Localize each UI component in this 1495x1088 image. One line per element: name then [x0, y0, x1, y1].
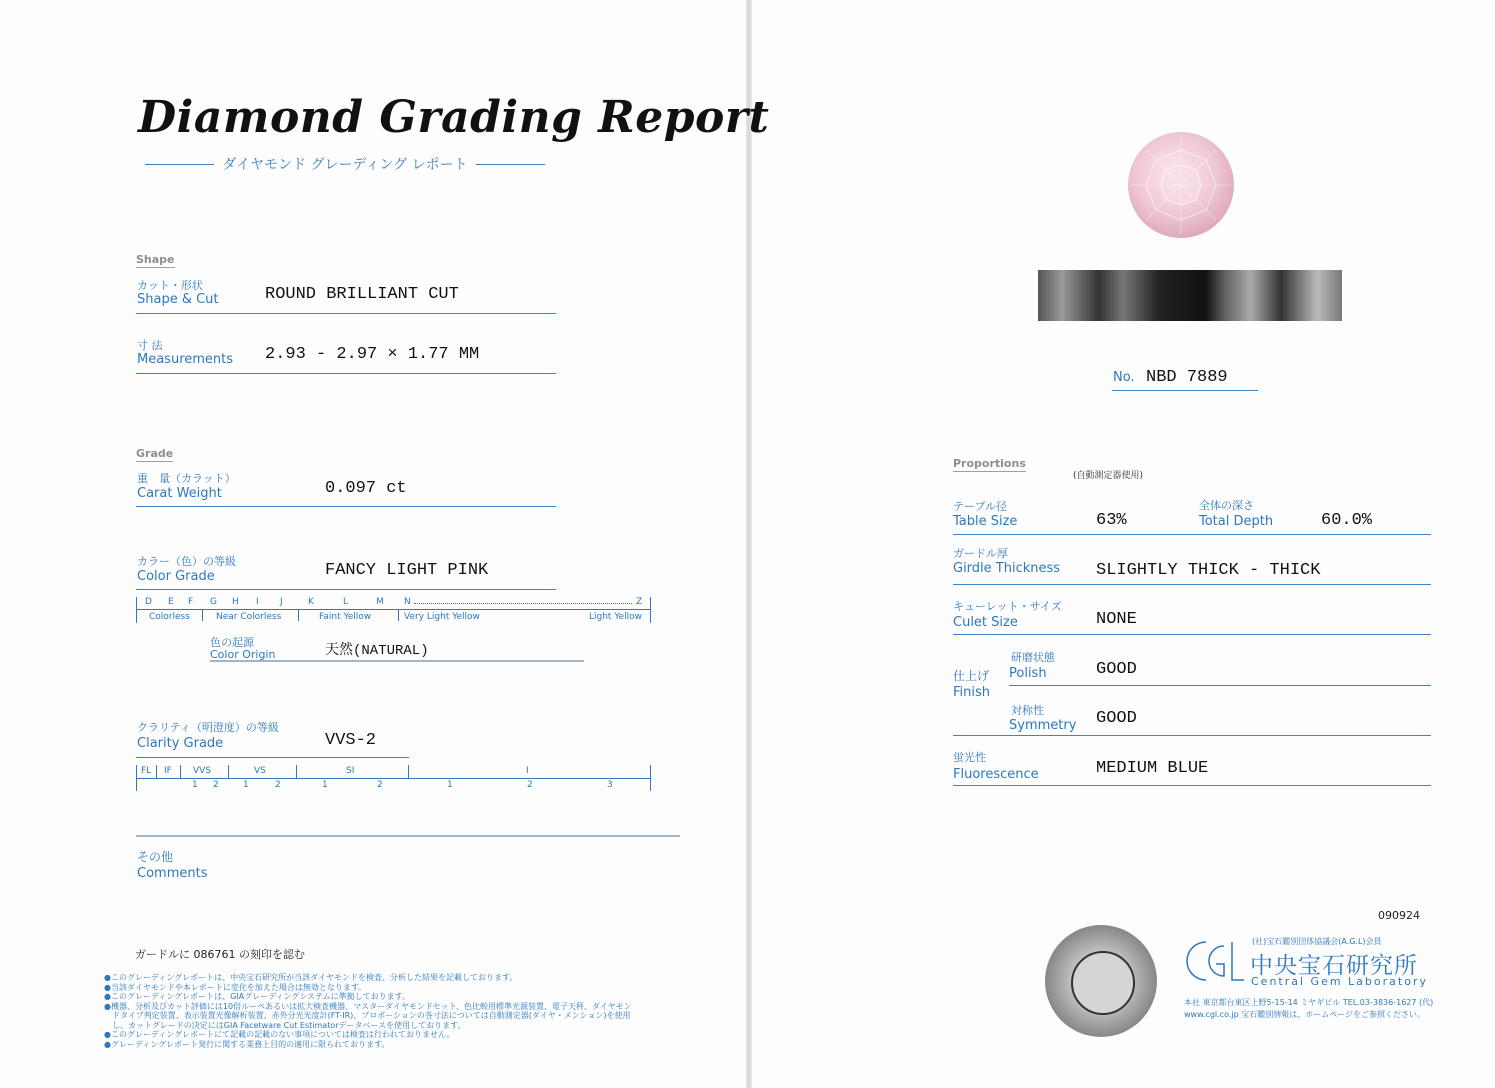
total-depth-value: 60.0% [1321, 511, 1373, 530]
symmetry-jp: 対称性 [1011, 704, 1044, 717]
disclaimer-line: ●グレーディングレポート発行に関する業務上目的の適用に限られております。 [104, 1039, 390, 1049]
finish-en: Finish [953, 685, 991, 700]
color-group-faint-yellow: Faint Yellow [319, 612, 372, 622]
girdle-inscription-photo [1038, 270, 1342, 321]
color-group-light-yellow: Light Yellow [589, 612, 643, 622]
disclaimer-line: ●このグレーディングレポートは、GIAグレーディングシステムに準拠しております。 [104, 992, 410, 1001]
clarity-value: VVS-2 [325, 731, 377, 750]
color-origin-underline [210, 660, 584, 662]
cgl-logo [1184, 936, 1246, 986]
fluorescence-jp: 蛍光性 [953, 751, 986, 764]
lab-website: www.cgl.co.jp 宝石鑑別情報は、ホームページをご参照ください。 [1184, 1010, 1426, 1019]
page-fold [746, 0, 752, 1088]
total-depth-en: Total Depth [1199, 514, 1274, 529]
disclaimer-line: ●このグレーディングレポートにて記載の記載のない事項については検査は行われておりません。 [104, 1030, 455, 1039]
polish-en: Polish [1009, 666, 1047, 681]
color-letter-h: H [232, 597, 239, 607]
shape-cut-en: Shape & Cut [137, 292, 219, 307]
disclaimer-line: ●このグレーディングレポートは、中央宝石研究所が当該ダイヤモンドを検査、分析した結果を記載しております。 [104, 973, 518, 982]
clarity-vs2: 2 [275, 780, 281, 790]
color-group-very-light-yellow: Very Light Yellow [404, 612, 480, 622]
carat-value: 0.097 ct [325, 479, 407, 498]
lab-member: (社)宝石鑑別団体協議会(A.G.L)会員 [1252, 937, 1382, 946]
grade-section-label: Grade [136, 447, 174, 460]
girdle-jp: ガードル厚 [953, 547, 1008, 560]
color-origin-en: Color Origin [210, 648, 276, 661]
cgl-logo-icon [1184, 936, 1246, 986]
table-size-value: 63% [1096, 511, 1127, 530]
clarity-si2: 2 [377, 780, 383, 790]
diamond-facets-icon [1128, 132, 1234, 238]
girdle-underline [953, 584, 1431, 585]
color-group-colorless: Colorless [149, 612, 190, 622]
fluorescence-underline [953, 785, 1431, 786]
table-size-jp: テーブル径 [953, 500, 1008, 513]
table-size-en: Table Size [953, 514, 1018, 529]
color-letter-n: N [404, 597, 411, 607]
color-letter-z: Z [636, 597, 643, 607]
shape-section-label: Shape [136, 253, 175, 266]
measurements-underline [136, 373, 556, 374]
clarity-i3: 3 [607, 780, 613, 790]
color-letter-g: G [210, 597, 217, 607]
color-grade-en: Color Grade [137, 569, 215, 584]
girdle-value: SLIGHTLY THICK - THICK [1096, 561, 1321, 580]
polish-underline [1009, 685, 1431, 686]
table-depth-underline [953, 534, 1431, 535]
report-subtitle [145, 154, 545, 174]
color-grade-jp: カラー（色）の等級 [137, 555, 236, 568]
clarity-vs1: 1 [243, 780, 249, 790]
clarity-underline [136, 757, 409, 758]
shape-cut-underline [136, 313, 556, 314]
color-grade-value: FANCY LIGHT PINK [325, 561, 489, 580]
right-page [748, 0, 1495, 1088]
shape-cut-value: ROUND BRILLIANT CUT [265, 285, 459, 304]
color-origin-jp: 色の起源 [210, 636, 254, 649]
embossed-seal [1045, 925, 1157, 1037]
clarity-vvs2: 2 [213, 780, 219, 790]
disclaimer-line: ドタイプ判定装置、表示装置光像解析装置、赤外分光光度計(FT-IR)、プロポーションの各寸法については自動測定器(ダイヤ・メンション)を使用 [104, 1011, 631, 1020]
color-letter-f: F [188, 597, 194, 607]
proportions-section-label: Proportions [953, 457, 1026, 470]
color-letter-l: L [343, 597, 349, 607]
diamond-image [1128, 132, 1234, 238]
finish-jp: 仕上げ [953, 669, 990, 683]
clarity-fl: FL [141, 766, 152, 776]
disclaimer-line: ●当該ダイヤモンドや本レポートに変化を加えた場合は無効となります。 [104, 982, 367, 992]
clarity-scale [136, 765, 652, 793]
report-subtitle-text: ダイヤモンド グレーディング レポート [222, 157, 468, 173]
polish-value: GOOD [1096, 660, 1137, 679]
clarity-jp: クラリティ（明澄度）の等級 [137, 721, 279, 734]
color-group-near-colorless: Near Colorless [216, 612, 282, 622]
carat-underline [136, 506, 556, 507]
report-title: Diamond Grading Report [138, 92, 770, 143]
lab-name-en: Central Gem Laboratory [1251, 975, 1428, 988]
comments-en: Comments [137, 866, 208, 881]
measurements-en: Measurements [137, 352, 234, 367]
clarity-i2: 2 [527, 780, 533, 790]
culet-value: NONE [1096, 610, 1137, 629]
clarity-si: SI [346, 766, 355, 776]
date-code: 090924 [1378, 909, 1420, 922]
color-letter-i: I [256, 597, 259, 607]
report-number: NBD 7889 [1146, 368, 1228, 387]
fluorescence-en: Fluorescence [953, 767, 1039, 782]
clarity-vvs: VVS [193, 766, 212, 776]
measurements-value: 2.93 - 2.97 × 1.77 MM [265, 345, 480, 364]
color-letter-j: J [280, 597, 283, 607]
clarity-vs: VS [254, 766, 266, 776]
clarity-if: IF [164, 766, 172, 776]
proportions-note: (自動測定器使用) [1073, 471, 1144, 481]
symmetry-underline [953, 735, 1431, 736]
color-letter-e: E [168, 597, 174, 607]
girdle-inscription-note: ガードルに 086761 の刻印を認む [135, 948, 305, 961]
color-letter-m: M [376, 597, 384, 607]
lab-address: 本社 東京都台東区上野5-15-14 ミヤギビル TEL.03-3836-1627 (代) [1184, 998, 1434, 1007]
polish-jp: 研磨状態 [1011, 651, 1055, 664]
color-scale [136, 597, 652, 625]
clarity-i: I [526, 766, 529, 776]
color-letter-k: K [308, 597, 314, 607]
seal-emblem-icon [1071, 951, 1135, 1015]
culet-en: Culet Size [953, 615, 1018, 630]
clarity-vvs1: 1 [192, 780, 198, 790]
comments-jp: その他 [137, 850, 174, 864]
culet-underline [953, 634, 1431, 635]
color-letter-d: D [145, 597, 152, 607]
clarity-en: Clarity Grade [137, 736, 224, 751]
comments-divider [136, 835, 680, 837]
girdle-en: Girdle Thickness [953, 561, 1061, 576]
disclaimer-line: し、カットグレードの決定にはGIA Facetware Cut Estimatorデータベースを使用しております。 [104, 1020, 466, 1030]
report-no-label: No. [1113, 370, 1135, 385]
disclaimer-notes [104, 973, 694, 1049]
symmetry-value: GOOD [1096, 709, 1137, 728]
shape-cut-jp: カット・形状 [137, 279, 203, 292]
carat-jp: 重 量（カラット） [137, 472, 236, 485]
disclaimer-line: ●機器、分析及びカット評価には10倍ルーペあるいは拡大検査機器、マスターダイヤモンドセット、色比較用標準光源装置、電子天秤、ダイヤモン [104, 1001, 632, 1011]
measurements-jp: 寸 法 [137, 339, 163, 352]
culet-jp: キューレット・サイズ [953, 600, 1062, 613]
lab-name-jp: 中央宝石研究所 [1250, 953, 1418, 979]
report-number-underline [1112, 390, 1258, 391]
clarity-si1: 1 [322, 780, 328, 790]
symmetry-en: Symmetry [1009, 718, 1077, 733]
fluorescence-value: MEDIUM BLUE [1096, 759, 1209, 778]
color-origin-value: 天然(NATURAL) [325, 643, 429, 659]
color-grade-underline [136, 589, 556, 590]
total-depth-jp: 全体の深さ [1199, 499, 1254, 512]
clarity-i1: 1 [447, 780, 453, 790]
carat-en: Carat Weight [137, 486, 222, 501]
